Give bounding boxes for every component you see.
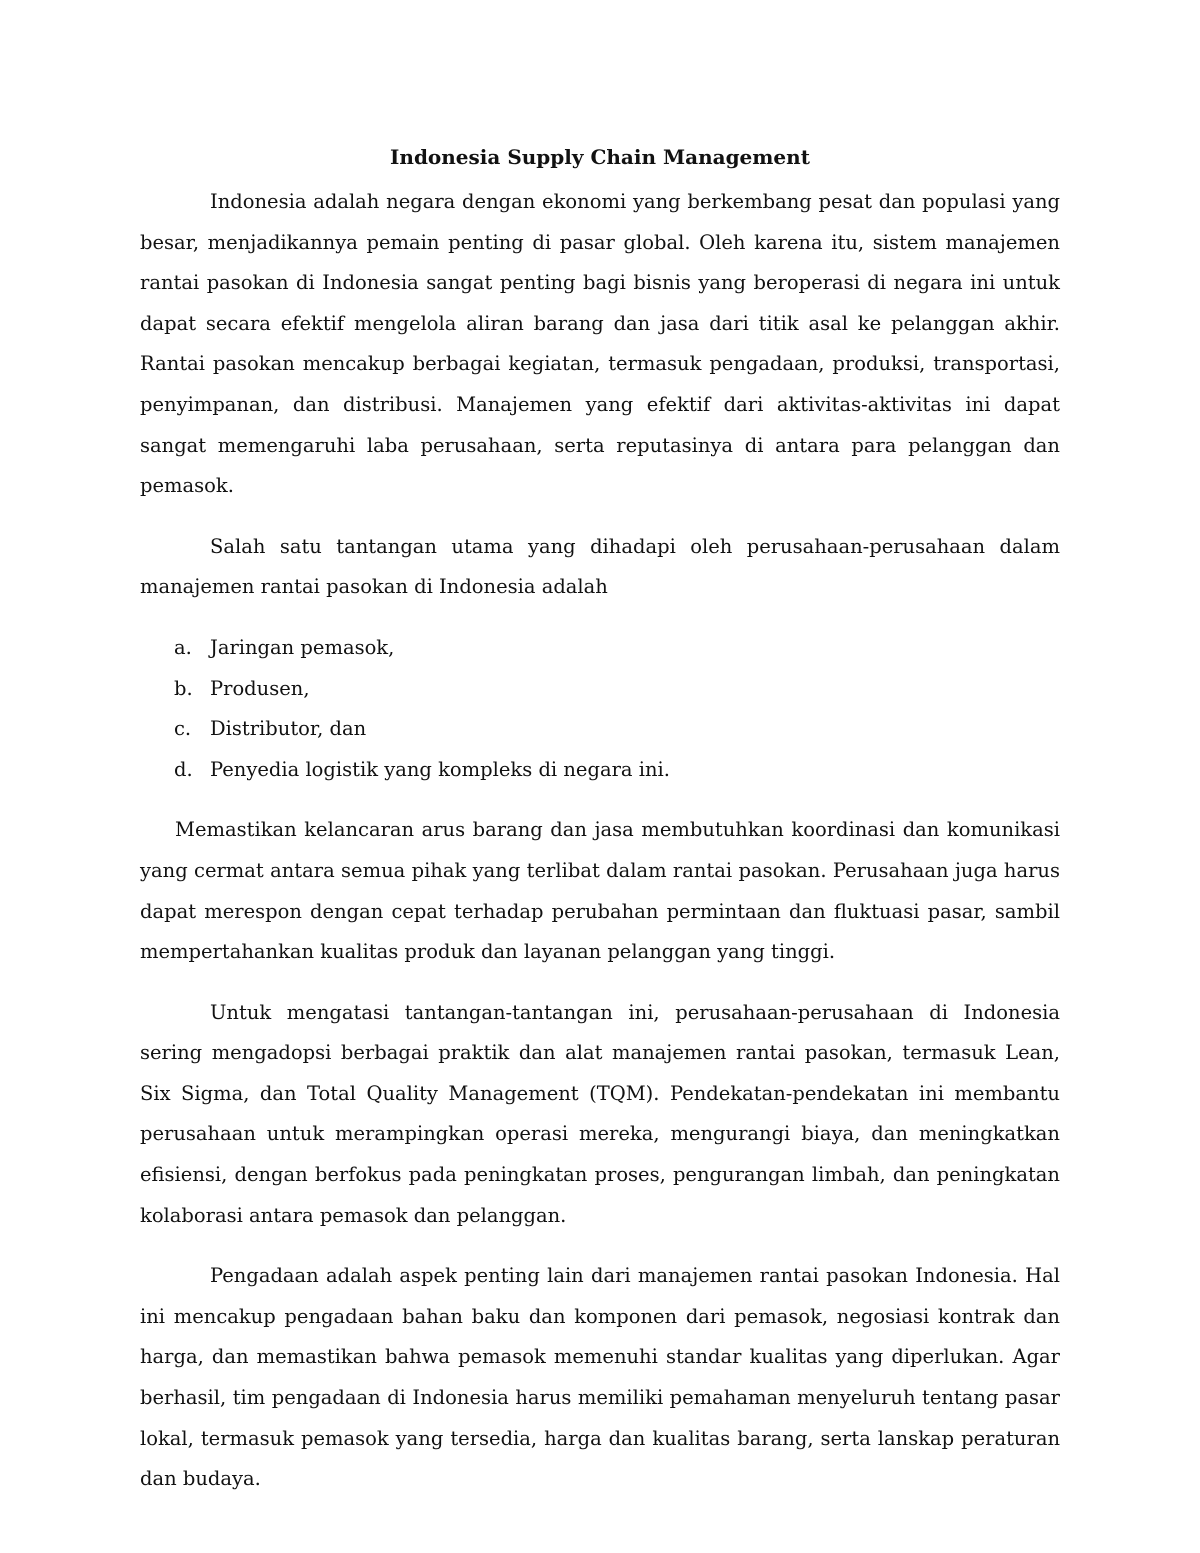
list-item: [140, 628, 1060, 669]
list-item-text: Distributor, dan: [210, 717, 367, 741]
paragraph-intro: Indonesia adalah negara dengan ekonomi yang berkembang pesat dan populasi yang besar, menjadikannya pemain penting di pasar global. Oleh karena itu, sistem manajemen rantai pasokan di Indonesia sangat penting bagi bisnis yang beroperasi di negara ini untuk dapat secara efektif mengelola aliran barang dan jasa dari titik asal ke pelanggan akhir. Rantai pasokan mencakup berbagai kegiatan, termasuk pengadaan, produksi, transportasi, penyimpanan, dan distribusi. Manajemen yang efektif dari aktivitas-aktivitas ini dapat sangat memengaruhi laba perusahaan, serta reputasinya di antara para pelanggan dan pemasok.: [140, 190, 1060, 498]
list-item: [140, 669, 1060, 710]
list-item-text: Penyedia logistik yang kompleks di negara ini.: [210, 757, 670, 781]
paragraph-coordination: Memastikan kelancaran arus barang dan jasa membutuhkan koordinasi dan komunikasi yang cermat antara semua pihak yang terlibat dalam rantai pasokan. Perusahaan juga harus dapat merespon dengan cepat terhadap perubahan permintaan dan fluktuasi pasar, sambil mempertahankan kualitas produk dan layanan pelanggan yang tinggi.: [140, 818, 1060, 964]
list-item: [140, 750, 1060, 791]
document-body: [140, 140, 1060, 1500]
paragraph-procurement: Pengadaan adalah aspek penting lain dari manajemen rantai pasokan Indonesia. Hal ini mencakup pengadaan bahan baku dan komponen dari pemasok, negosiasi kontrak dan harga, dan memastikan bahwa pemasok memenuhi standar kualitas yang diperlukan. Agar berhasil, tim pengadaan di Indonesia harus memiliki pemahaman menyeluruh tentang pasar lokal, termasuk pemasok yang tersedia, harga dan kualitas barang, serta lanskap peraturan dan budaya.: [140, 1264, 1060, 1491]
list-marker: c.: [174, 717, 192, 741]
paragraph-practices: Untuk mengatasi tantangan-tantangan ini, perusahaan-perusahaan di Indonesia sering mengadopsi berbagai praktik dan alat manajemen rantai pasokan, termasuk Lean, Six Sigma, dan Total Quality Management (TQM). Pendekatan-pendekatan ini membantu perusahaan untuk merampingkan operasi mereka, mengurangi biaya, dan meningkatkan efisiensi, dengan berfokus pada peningkatan proses, pengurangan limbah, dan peningkatan kolaborasi antara pemasok dan pelanggan.: [140, 1000, 1060, 1227]
list-item: [140, 709, 1060, 750]
list-marker: a.: [174, 635, 192, 659]
paragraph-challenge: Salah satu tantangan utama yang dihadapi oleh perusahaan-perusahaan dalam manajemen rantai pasokan di Indonesia adalah: [140, 534, 1060, 599]
list-marker: b.: [174, 676, 193, 700]
list-marker: d.: [174, 757, 193, 781]
document-title: Indonesia Supply Chain Management: [390, 145, 810, 169]
list-item-text: Produsen,: [210, 676, 310, 700]
challenge-list: [140, 628, 1060, 790]
list-item-text: Jaringan pemasok,: [210, 635, 395, 659]
